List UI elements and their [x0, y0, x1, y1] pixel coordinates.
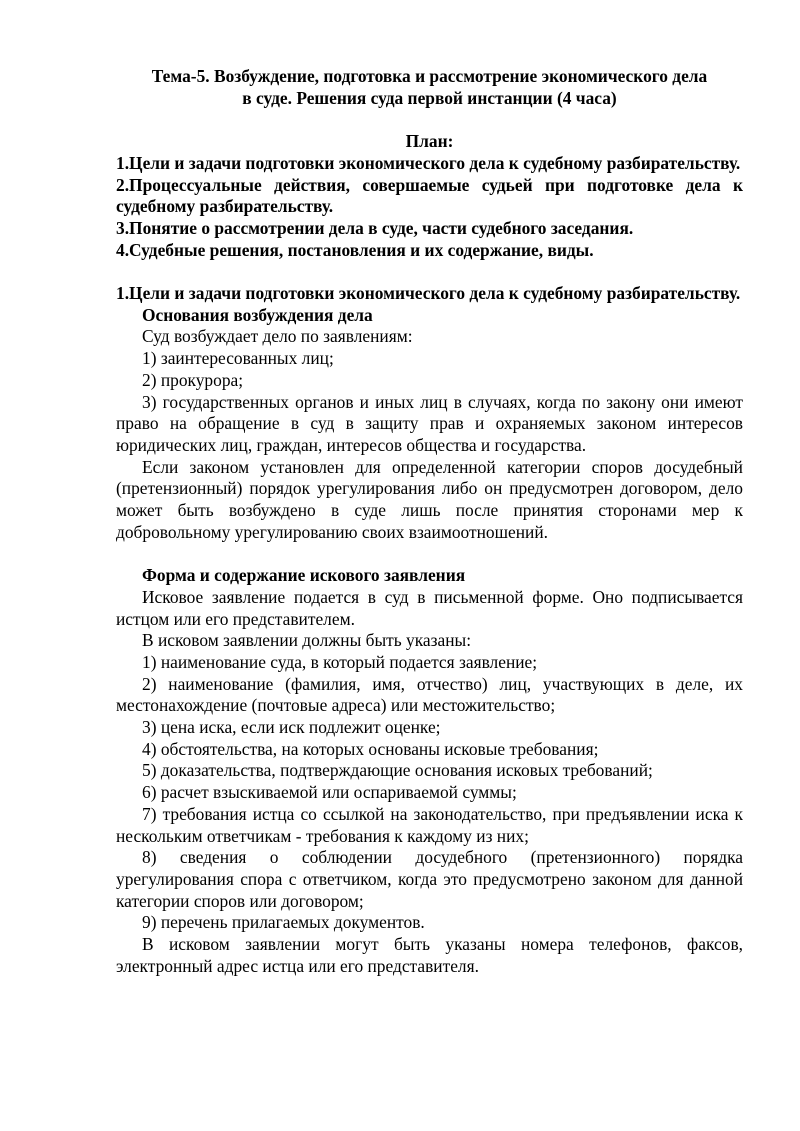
- grounds-note: Если законом установлен для определенной категории споров досудебный (претензионный) порядок урегулирования либо он предусмотрен договором, дело может быть возбуждено в суде лишь после принятия сторонами мер к добровольному урегулированию своих взаимоотношений.: [116, 456, 743, 542]
- plan-item-4: 4.Судебные решения, постановления и их содержание, виды.: [116, 239, 594, 260]
- claim-item-5: 5) доказательства, подтверждающие основания исковых требований;: [142, 760, 653, 781]
- claim-item-7: 7) требования истца со ссылкой на законодательство, при предъявлении иска к нескольким ответчикам - требования к каждому из них;: [116, 803, 743, 846]
- spacer: [116, 109, 743, 131]
- plan-item-1: 1.Цели и задачи подготовки экономического дела к судебному разбирательству.: [116, 152, 741, 173]
- grounds-item-1: 1) заинтересованных лиц;: [142, 348, 334, 369]
- plan-item-3: 3.Понятие о рассмотрении дела в суде, части судебного заседания.: [116, 217, 634, 238]
- claim-paragraph-3: В исковом заявлении могут быть указаны номера телефонов, факсов, электронный адрес истца или его представителя.: [116, 934, 743, 976]
- section-1-title: 1.Цели и задачи подготовки экономического дела к судебному разбирательству.: [116, 283, 741, 303]
- title-line-2: в суде. Решения суда первой инстанции (4 часа): [242, 87, 617, 108]
- plan-item-2: 2.Процессуальные действия, совершаемые судьей при подготовке дела к судебному разбирательству.: [116, 174, 743, 217]
- grounds-item-3: 3) государственных органов и иных лиц в случаях, когда по закону они имеют право на обращение в суд в защиту прав и охраняемых законом интересов юридических лиц, граждан, интересов общества и государства.: [116, 391, 743, 455]
- grounds-intro: Суд возбуждает дело по заявлениям:: [142, 326, 413, 347]
- claim-paragraph-2: В исковом заявлении должны быть указаны:: [142, 630, 472, 651]
- claim-item-6: 6) расчет взыскиваемой или оспариваемой суммы;: [142, 782, 517, 803]
- grounds-item-2: 2) прокурора;: [142, 369, 244, 390]
- spacer: [116, 543, 743, 565]
- title-line-1: Тема-5. Возбуждение, подготовка и рассмотрение экономического дела: [151, 66, 708, 86]
- claim-item-3: 3) цена иска, если иск подлежит оценке;: [142, 717, 441, 738]
- plan-label: План:: [405, 131, 454, 152]
- spacer: [116, 261, 743, 283]
- claim-item-4: 4) обстоятельства, на которых основаны исковые требования;: [142, 738, 599, 759]
- document-page: [116, 66, 743, 977]
- claim-paragraph-1: Исковое заявление подается в суд в письменной форме. Оно подписывается истцом или его представителем.: [116, 586, 743, 629]
- claim-item-1: 1) наименование суда, в который подается заявление;: [142, 651, 538, 672]
- claim-item-8: 8) сведения о соблюдении досудебного (претензионного) порядка урегулирования спора с ответчиком, когда это предусмотрено законом для данной категории споров или договором;: [116, 847, 743, 911]
- claim-item-2: 2) наименование (фамилия, имя, отчество) лиц, участвующих в деле, их местонахождение (почтовые адреса) или местожительство;: [116, 673, 743, 716]
- claim-item-9: 9) перечень прилагаемых документов.: [142, 912, 425, 933]
- grounds-heading: Основания возбуждения дела: [142, 304, 373, 325]
- claim-heading: Форма и содержание искового заявления: [142, 565, 466, 586]
